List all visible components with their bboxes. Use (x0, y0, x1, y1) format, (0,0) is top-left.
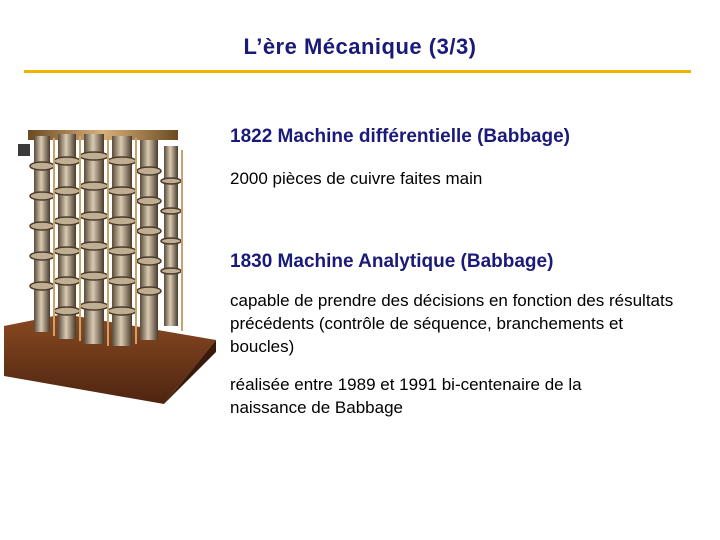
text-built-1989: réalisée entre 1989 et 1991 bi-centenaire de la naissance de Babbage (230, 375, 582, 417)
title-underline (24, 70, 691, 73)
slide-title: L’ère Mécanique (3/3) (243, 34, 477, 59)
heading-difference-engine: 1822 Machine différentielle (Babbage) (230, 126, 570, 147)
text-copper-parts: 2000 pièces de cuivre faites main (230, 169, 483, 188)
difference-engine-image (4, 126, 218, 404)
text-decisions: capable de prendre des décisions en fonction des résultats précédents (contrôle de séquence, branchements et boucles) (230, 291, 674, 356)
heading-analytical-engine: 1830 Machine Analytique (Babbage) (230, 251, 554, 272)
